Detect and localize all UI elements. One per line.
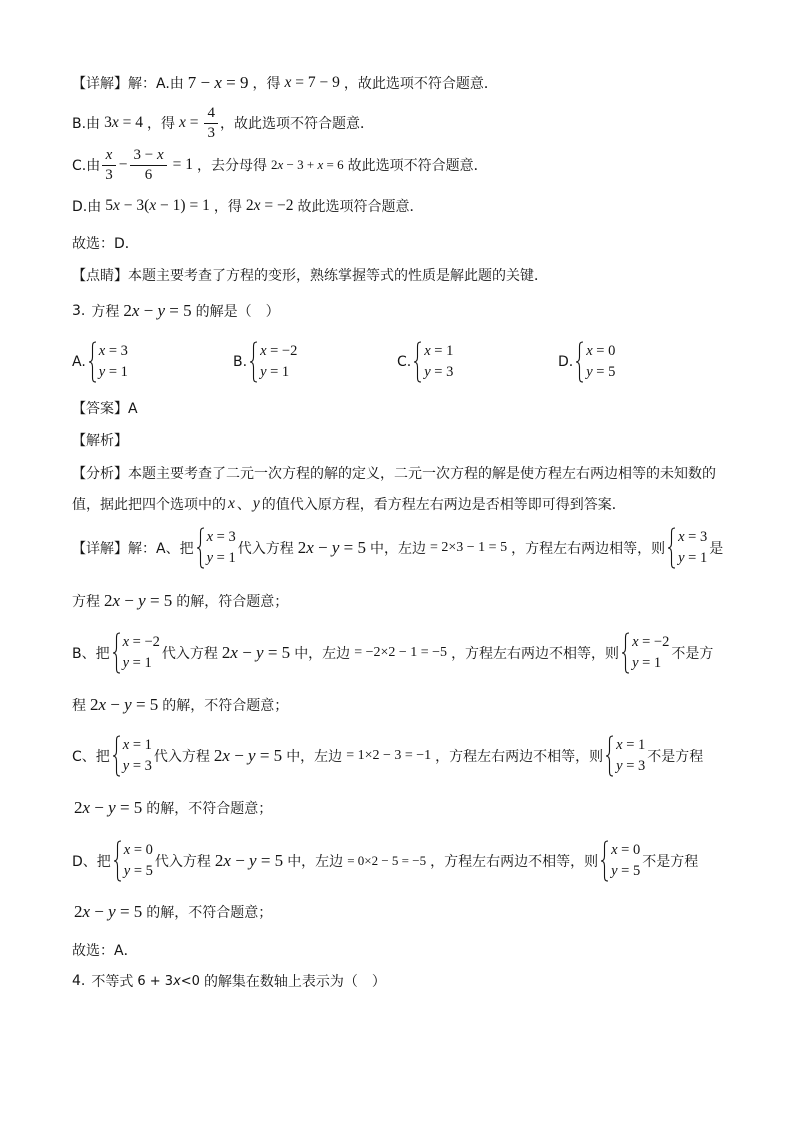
system-rows xyxy=(99,341,128,383)
text: 【详解】解：A.由 xyxy=(72,76,184,92)
text: 方程 xyxy=(72,594,100,610)
math-variable: y xyxy=(108,798,116,817)
equation-system xyxy=(88,341,128,383)
math-variable: x xyxy=(230,643,238,662)
math-variable: y xyxy=(124,695,132,714)
detail-line-d xyxy=(72,194,423,218)
math-variable: x xyxy=(122,737,130,753)
math-variable: x xyxy=(82,902,91,921)
system-row-x: x = 1 xyxy=(616,737,646,753)
system-row-y: y = 3 xyxy=(616,758,646,774)
calculation: = 1×2 − 3 = −1 xyxy=(346,748,432,763)
system-row-x: x = 1 xyxy=(122,737,152,753)
option-d xyxy=(558,343,617,380)
math-variable: x xyxy=(98,343,106,359)
math-variable: x xyxy=(156,146,164,163)
text: 的解，不符合题意； xyxy=(146,801,273,817)
math-variable: x xyxy=(632,634,639,650)
math-variable: y xyxy=(260,364,267,380)
system-row-y: y = 5 xyxy=(611,863,641,879)
system-row-y: y = 1 xyxy=(260,364,290,380)
system-rows xyxy=(611,840,640,882)
math-variable: x xyxy=(111,114,119,131)
math-variable: x xyxy=(253,197,261,214)
option-a xyxy=(72,343,130,380)
option-b xyxy=(233,343,299,380)
denominator: 3 xyxy=(204,123,218,142)
system-row-x: x = 0 xyxy=(611,842,641,858)
text: 的解，不符合题意； xyxy=(146,905,273,921)
text: ，方程左右两边不相等，则 xyxy=(451,646,620,662)
text: 的值代入原方程，看方程左右两边是否相等即可得到答案． xyxy=(261,497,626,513)
left-brace xyxy=(575,341,584,383)
equation-system xyxy=(196,527,236,569)
detail-line-c xyxy=(72,146,488,183)
equation-system xyxy=(605,735,645,777)
option-label: D. xyxy=(558,354,574,370)
text: 中，左边 xyxy=(286,749,343,765)
question-3 xyxy=(72,299,280,323)
math-variable: x xyxy=(149,197,157,214)
text: 的解集在数轴上表示为（ ） xyxy=(203,974,386,990)
system-row-x: x = −2 xyxy=(260,343,298,359)
text: 中，左边 xyxy=(287,854,344,870)
detail-d-continued xyxy=(74,900,272,924)
system-row-y: y = 1 xyxy=(632,655,662,671)
equation: 2x − y = 5 xyxy=(221,643,291,662)
equation-system xyxy=(575,341,615,383)
equation-system xyxy=(112,632,160,674)
text: 的解，不符合题意； xyxy=(162,698,289,714)
math-variable: x xyxy=(260,343,267,359)
option-label: B. xyxy=(233,354,248,370)
math-variable: y xyxy=(157,301,166,320)
text: B.由 xyxy=(72,116,101,132)
text: 不是方程 xyxy=(642,854,699,870)
math-variable: x xyxy=(611,842,618,858)
text: 【分析】本题主要考查了二元一次方程的解的定义，二元一次方程的解是使方程左右两边相等的未知数的 xyxy=(72,466,716,482)
system-rows xyxy=(632,632,669,674)
math-variable: x xyxy=(223,851,231,870)
numerator: 3 − x xyxy=(133,146,164,163)
text: C.由 xyxy=(72,158,101,174)
text: 【点睛】本题主要考查了方程的变形，熟练掌握等式的性质是解此题的关键． xyxy=(72,268,548,284)
system-rows xyxy=(586,341,615,383)
math-variable: y xyxy=(122,758,130,774)
question-4 xyxy=(72,969,386,993)
text: ，方程左右两边不相等，则 xyxy=(435,749,604,765)
system-row-x: x = −2 xyxy=(122,634,160,650)
equation-system xyxy=(621,632,669,674)
system-row-x: x = 1 xyxy=(424,343,454,359)
comment-line xyxy=(72,263,548,287)
left-brace xyxy=(249,341,258,383)
math-variable: x xyxy=(112,591,121,610)
equation: 2x − y = 5 xyxy=(90,695,159,714)
text: 故此选项符合题意． xyxy=(297,199,424,215)
analysis-heading xyxy=(72,428,128,452)
text: 不是方程 xyxy=(647,749,704,765)
fraction xyxy=(102,147,116,184)
text: 是 xyxy=(709,541,724,557)
detail-a xyxy=(72,529,724,566)
calculation: = −2×2 − 1 = −5 xyxy=(354,645,448,660)
math-variable: x xyxy=(616,737,623,753)
text: B、把 xyxy=(72,646,110,662)
equation: 2x − y = 5 xyxy=(297,538,366,557)
answer: 【答案】A xyxy=(72,401,138,417)
system-rows xyxy=(123,632,160,674)
question-3-options xyxy=(0,343,794,380)
system-row-y: y = 1 xyxy=(98,364,128,380)
math-variable: x xyxy=(173,973,181,989)
math-variable: y xyxy=(616,758,623,774)
equation-system xyxy=(249,341,297,383)
variable xyxy=(253,495,260,513)
math-variable: y xyxy=(123,863,131,879)
fraction xyxy=(130,147,166,184)
system-rows xyxy=(424,341,453,383)
text: 代入方程 xyxy=(153,749,210,765)
text: 不是方 xyxy=(671,646,714,662)
math-variable: x xyxy=(228,495,235,512)
detail-line-b xyxy=(72,104,374,141)
denominator: 3 xyxy=(102,165,116,184)
text: ，故此选项不符合题意． xyxy=(343,76,498,92)
math-variable: y xyxy=(256,643,264,662)
analysis-line-2 xyxy=(72,492,626,516)
text: 代入方程 xyxy=(161,646,218,662)
minus-sign: − xyxy=(118,156,128,173)
text: 故选：D． xyxy=(72,236,139,252)
left-brace xyxy=(600,840,609,882)
detail-c xyxy=(72,737,704,774)
text: 代入方程 xyxy=(237,541,294,557)
text: ，得 xyxy=(252,76,281,92)
equation-system xyxy=(600,840,640,882)
text: 故选：A． xyxy=(72,943,138,959)
detail-b xyxy=(72,634,714,671)
math-variable: y xyxy=(138,591,146,610)
system-row-x: x = 3 xyxy=(206,529,236,545)
math-variable: x xyxy=(131,301,140,320)
text: ，方程左右两边相等，则 xyxy=(511,541,666,557)
math-variable: x xyxy=(277,157,284,172)
variable xyxy=(228,495,235,513)
text: D.由 xyxy=(72,199,102,215)
text: 方程 xyxy=(91,304,120,320)
math-variable: x xyxy=(105,146,113,163)
calculation: = 0×2 − 5 = −5 xyxy=(347,853,427,868)
system-rows xyxy=(207,527,236,569)
equation-system xyxy=(667,527,707,569)
detail-line-a xyxy=(72,71,498,95)
math-variable: x xyxy=(586,343,593,359)
option-label: C. xyxy=(397,354,412,370)
question-number: 4. xyxy=(72,973,86,989)
math-variable: x xyxy=(112,197,120,214)
text: 中，左边 xyxy=(294,646,351,662)
text: 【详解】解：A、把 xyxy=(72,541,194,557)
text: ，故此选项不符合题意． xyxy=(219,116,374,132)
equation: 2x − 3 + x = 6 xyxy=(271,157,344,172)
math-variable: x xyxy=(214,73,222,92)
text: ，去分母得 xyxy=(197,158,267,174)
math-variable: y xyxy=(108,902,116,921)
text: 故此选项不符合题意． xyxy=(347,158,488,174)
text: 值，据此把四个选项中的 xyxy=(72,497,226,513)
math-variable: y xyxy=(98,364,106,380)
text: 的解，符合题意； xyxy=(176,594,289,610)
left-brace xyxy=(667,527,676,569)
equation: x = 7 − 9 xyxy=(284,74,340,91)
system-row-x: x = 0 xyxy=(123,842,153,858)
left-brace xyxy=(88,341,97,383)
math-variable: y xyxy=(206,550,214,566)
detail-d xyxy=(72,842,699,879)
equation: 5x − 3(x − 1) = 1 xyxy=(105,197,210,214)
math-variable: y xyxy=(678,550,685,566)
equation: 7 − x = 9 xyxy=(187,73,249,92)
equation-system xyxy=(413,341,453,383)
text: 中，左边 xyxy=(369,541,426,557)
equation-system xyxy=(112,735,152,777)
math-variable: x xyxy=(284,74,292,91)
text: ，方程左右两边不相等，则 xyxy=(430,854,599,870)
inequality: 6 + 3x<0 xyxy=(137,973,200,989)
text: ，得 xyxy=(213,199,242,215)
system-row-y: y = 3 xyxy=(424,364,454,380)
system-rows xyxy=(616,735,645,777)
equation: 2x − y = 5 xyxy=(123,301,192,320)
system-rows xyxy=(260,341,297,383)
left-brace xyxy=(196,527,205,569)
math-variable: y xyxy=(632,655,639,671)
math-variable: x xyxy=(424,343,431,359)
system-row-x: x = 3 xyxy=(678,529,708,545)
system-row-y: y = 3 xyxy=(122,758,152,774)
math-variable: x xyxy=(678,529,685,545)
equation: = 1 xyxy=(172,156,193,173)
math-variable: x xyxy=(123,842,131,858)
system-rows xyxy=(678,527,707,569)
left-brace xyxy=(621,632,630,674)
fraction xyxy=(204,105,218,142)
detail-c-continued xyxy=(74,796,272,820)
math-variable: y xyxy=(611,863,618,879)
math-variable: x xyxy=(306,538,314,557)
math-variable: x xyxy=(206,529,214,545)
math-variable: x xyxy=(122,634,130,650)
math-variable: y xyxy=(248,746,256,765)
equation: 2x − y = 5 xyxy=(214,851,284,870)
question-number: 3. xyxy=(72,303,86,319)
math-variable: x xyxy=(222,746,230,765)
system-row-y: y = 5 xyxy=(123,863,153,879)
detail-a-continued xyxy=(72,589,288,613)
left-brace xyxy=(605,735,614,777)
system-row-y: y = 5 xyxy=(586,364,616,380)
math-variable: y xyxy=(331,538,340,557)
equation: 2x = −2 xyxy=(245,197,294,214)
equation: 2x − y = 5 xyxy=(104,591,173,610)
text: D、把 xyxy=(72,854,111,870)
equation: 3x = 4 xyxy=(104,114,143,131)
math-variable: y xyxy=(586,364,593,380)
system-rows xyxy=(124,840,153,882)
text: 程 xyxy=(72,698,86,714)
system-row-x: x = 0 xyxy=(586,343,616,359)
analysis-line-1 xyxy=(72,461,716,485)
denominator: 6 xyxy=(130,165,166,184)
text: 不等式 xyxy=(91,974,134,990)
system-row-y: y = 1 xyxy=(678,550,708,566)
text: 代入方程 xyxy=(154,854,211,870)
left-brace xyxy=(413,341,422,383)
numerator: 4 xyxy=(207,104,215,121)
conclusion-line xyxy=(72,231,139,255)
equation: 2x − y = 5 xyxy=(74,798,143,817)
text: 【解析】 xyxy=(72,433,128,449)
text: C、把 xyxy=(72,749,110,765)
left-brace xyxy=(112,632,121,674)
math-variable: x xyxy=(178,114,186,131)
math-variable: y xyxy=(122,655,130,671)
math-variable: x xyxy=(98,695,107,714)
numerator xyxy=(103,147,116,165)
math-variable: y xyxy=(249,851,257,870)
system-row-y: y = 1 xyxy=(122,655,152,671)
text: ，得 xyxy=(146,116,175,132)
left-brace xyxy=(112,735,121,777)
answer-line xyxy=(72,396,138,420)
equation: 2x − y = 5 xyxy=(74,902,143,921)
detail-b-continued xyxy=(72,693,288,717)
equation: 2x − y = 5 xyxy=(213,746,283,765)
option-c xyxy=(397,343,455,380)
option-label: A. xyxy=(72,354,86,370)
conclusion-line-2 xyxy=(72,938,138,962)
text: 、 xyxy=(236,497,251,513)
math-variable: x xyxy=(82,798,91,817)
system-row-y: y = 1 xyxy=(206,550,236,566)
equation-system xyxy=(113,840,153,882)
calculation: = 2×3 − 1 = 5 xyxy=(429,540,508,555)
math-variable: x xyxy=(317,157,324,172)
left-brace xyxy=(113,840,122,882)
system-row-x: x = 3 xyxy=(98,343,128,359)
math-variable: y xyxy=(424,364,431,380)
equation: x = xyxy=(178,114,199,131)
math-variable: y xyxy=(252,495,260,512)
text: 的解是（ ） xyxy=(195,304,280,320)
system-rows xyxy=(123,735,152,777)
system-row-x: x = −2 xyxy=(632,634,670,650)
